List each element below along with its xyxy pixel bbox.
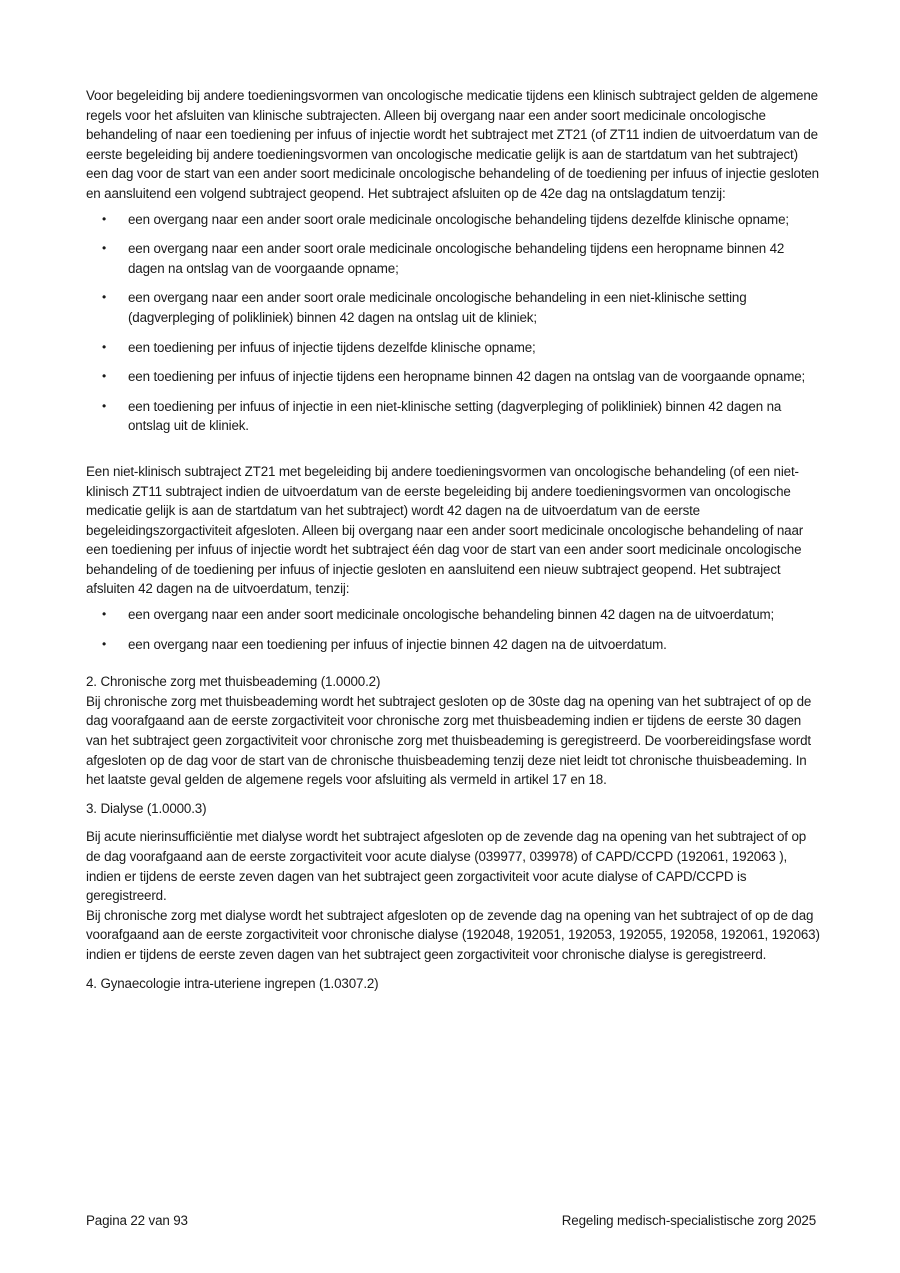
list-item: • een toediening per infuus of injectie in een niet-klinische setting (dagverpleging of polikliniek) binnen 42 dagen na ontslag uit de kliniek.	[102, 398, 782, 434]
paragraph-chronische-dialyse: Bij chronische zorg met dialyse wordt het subtraject afgesloten op de zevende dag na opening van het subtraject of op de dag voorafgaand aan de eerste zorgactiviteit voor chronische dialyse (192048, 192051, 192053, 192055, 192058, 192061, 192063) indien er tijdens de eerste zeven dagen van het subtraject geen zorgactiviteit voor chronische dialyse is geregistreerd.	[86, 907, 820, 962]
paragraph-clinical-subtrajects: Voor begeleiding bij andere toedieningsvormen van oncologische medicatie tijdens een klinisch subtraject gelden de algemene regels voor het afsluiten van klinische subtrajecten. Alleen bij overgang naar een ander soort medicinale oncologische behandeling of naar een toediening per infuus of injectie wordt het subtraject met ZT21 (of ZT11 indien de uitvoerdatum van de eerste begeleiding bij andere toedieningsvormen van oncologische medicatie gelijk is aan de startdatum van het subtraject) een dag voor de start van een ander soort medicinale oncologische behandeling of de toediening per infuus of injectie gesloten en aansluitend een volgend subtraject geopend. Het subtraject afsluiten op de 42e dag na ontslagdatum tenzij:	[86, 88, 819, 201]
section-heading-dialyse: 3. Dialyse (1.0000.3)	[86, 800, 207, 816]
paragraph-acute-dialyse: Bij acute nierinsufficiëntie met dialyse wordt het subtraject afgesloten op de zevende dag na opening van het subtraject of op de dag voorafgaand aan de eerste zorgactiviteit voor acute dialyse (039977, 039978) of CAPD/CCPD (192061, 192063 ), indien er tijdens de eerste zeven dagen van het subtraject geen zorgactiviteit voor acute dialyse of CAPD/CCPD is geregistreerd.	[86, 829, 807, 904]
list-item: • een overgang naar een ander soort medicinale oncologische behandeling binnen 42 dagen na de uitvoerdatum;	[86, 605, 820, 625]
paragraph-thuisbeademing: Bij chronische zorg met thuisbeademing wordt het subtraject gesloten op de 30ste dag na opening van het subtraject of op de dag voorafgaand aan de eerste zorgactiviteit voor chronische zorg met thuisbeademing indien er tijdens de eerste 30 dagen van het subtraject geen zorgactiviteit voor chronische zorg met thuisbeademing is geregistreerd. De voorbereidingsfase wordt afgesloten op de dag voor de start van de chronische thuisbeademing tenzij deze niet leidt tot chronische thuisbeademing. In het laatste geval gelden de algemene regels voor afsluiting als vermeld in artikel 17 en 18.	[86, 693, 812, 788]
section-heading-gynaecologie: 4. Gynaecologie intra-uteriene ingrepen (1.0307.2)	[86, 975, 379, 991]
bullet-icon: •	[102, 369, 107, 384]
bullet-icon: •	[102, 636, 107, 651]
bullet-list-clinical	[86, 210, 820, 436]
page-footer	[86, 1213, 816, 1228]
document-title: Regeling medisch-specialistische zorg 2025	[561, 1213, 816, 1228]
bullet-icon: •	[102, 211, 107, 226]
list-item: • een overgang naar een toediening per infuus of injectie binnen 42 dagen na de uitvoerdatum.	[86, 635, 820, 655]
document-page	[86, 86, 820, 993]
page-number: Pagina 22 van 93	[86, 1213, 188, 1228]
bullet-icon: •	[102, 290, 107, 305]
bullet-icon: •	[102, 339, 107, 354]
list-item: • een toediening per infuus of injectie tijdens een heropname binnen 42 dagen na ontslag van de voorgaande opname;	[86, 367, 820, 387]
list-item: • een toediening per infuus of injectie tijdens dezelfde klinische opname;	[86, 338, 820, 358]
list-item: • een overgang naar een ander soort orale medicinale oncologische behandeling tijdens een heropname binnen 42 dagen na ontslag van de voorgaande opname;	[102, 241, 785, 276]
bullet-icon: •	[102, 241, 107, 256]
bullet-icon: •	[102, 607, 107, 622]
list-item: • een overgang naar een ander soort orale medicinale oncologische behandeling in een niet-klinische setting (dagverpleging of polikliniek) binnen 42 dagen na ontslag uit de kliniek;	[102, 290, 747, 325]
list-item: • een overgang naar een ander soort orale medicinale oncologische behandeling tijdens dezelfde klinische opname;	[86, 210, 820, 230]
bullet-icon: •	[102, 398, 107, 413]
section-heading-thuisbeademing: 2. Chronische zorg met thuisbeademing (1.0000.2)	[86, 674, 381, 690]
bullet-list-non-clinical	[86, 605, 820, 654]
paragraph-non-clinical-subtraject: Een niet-klinisch subtraject ZT21 met begeleiding bij andere toedieningsvormen van oncologische behandeling (of een niet-klinisch ZT11 subtraject indien de uitvoerdatum van de eerste begeleiding bij andere toedieningsvormen van oncologische medicatie gelijk is aan de startdatum van het subtraject) wordt 42 dagen na de uitvoerdatum van de eerste begeleidingszorgactiviteit afgesloten. Alleen bij overgang naar een ander soort medicinale oncologische behandeling of naar een toediening per infuus of injectie wordt het subtraject één dag voor de start van een ander soort medicinale oncologische behandeling of de toediening per infuus of injectie gesloten en aansluitend een nieuw subtraject geopend. Het subtraject afsluiten 42 dagen na de uitvoerdatum, tenzij:	[86, 463, 804, 597]
